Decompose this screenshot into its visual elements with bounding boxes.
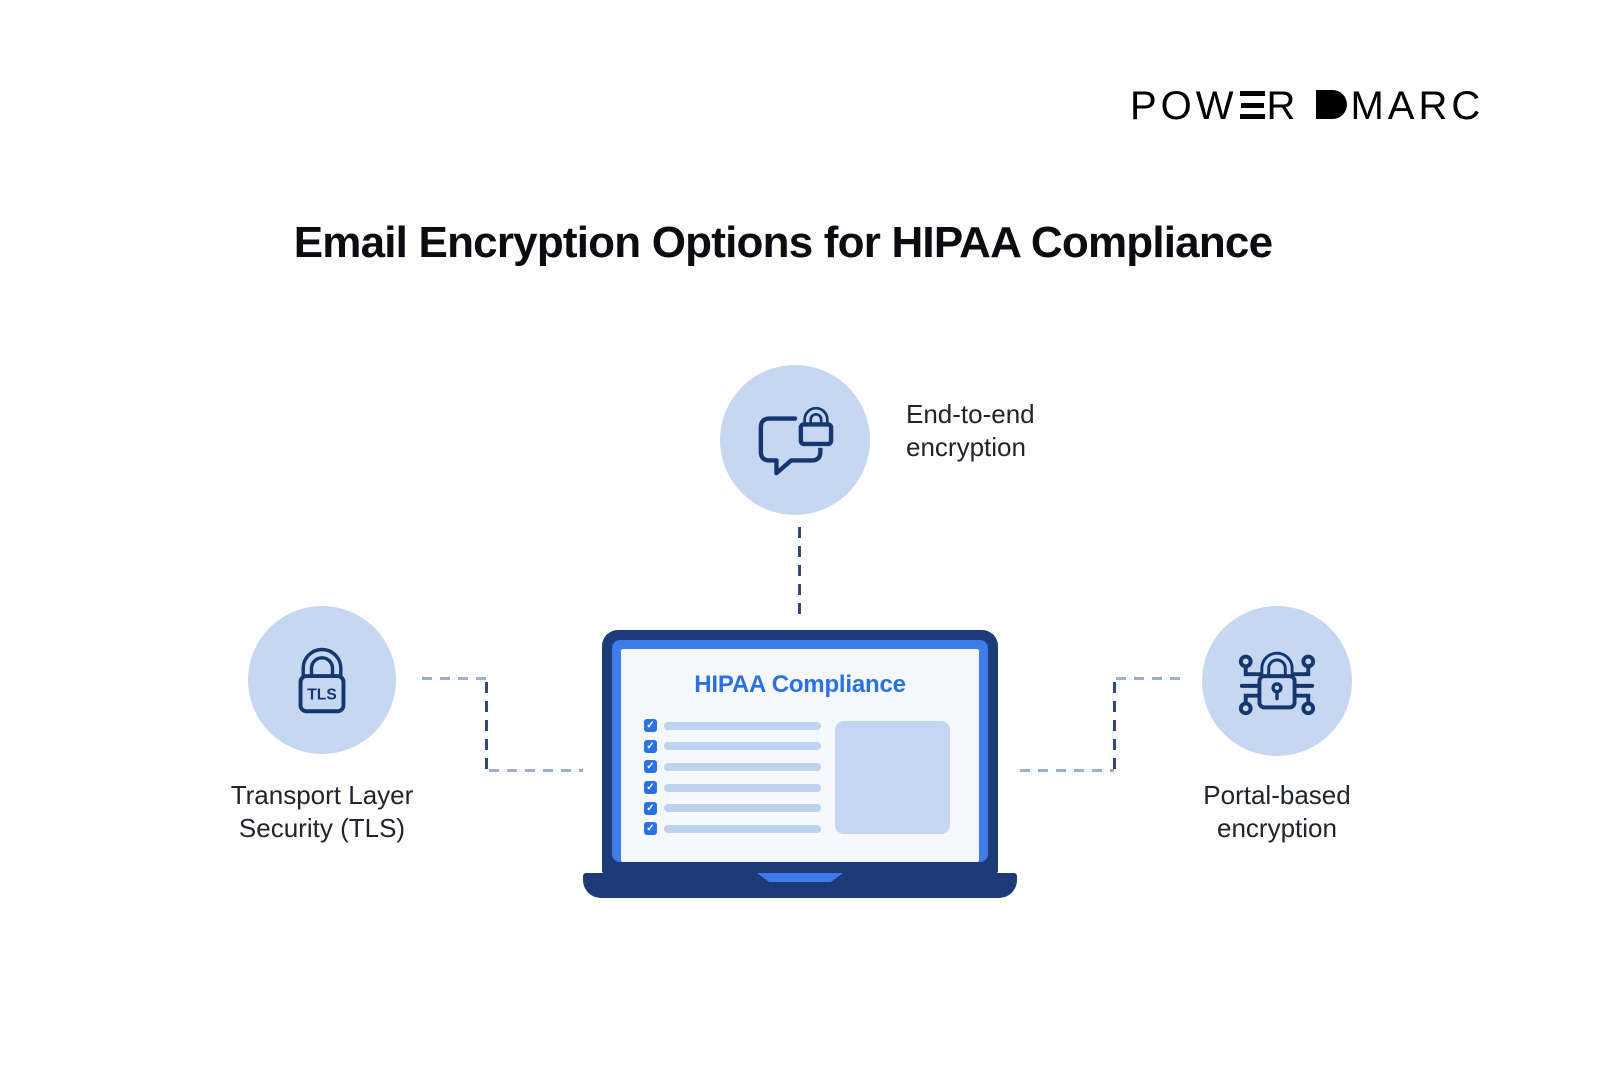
screen-content-panel (835, 721, 950, 834)
connector-right-vertical (1113, 682, 1116, 770)
laptop-screen-title: HIPAA Compliance (694, 671, 906, 698)
tls-lock-label: TLS (307, 686, 337, 704)
connector-left-horizontal-2 (489, 769, 583, 772)
connector-top-vertical (798, 527, 801, 617)
logo-d-glyph-icon (1316, 90, 1347, 119)
checkbox-checked-icon: ✓ (644, 740, 657, 753)
label-tls (172, 779, 472, 845)
node-portal (1202, 606, 1352, 756)
connector-right-horizontal-2 (1020, 769, 1114, 772)
checklist-row (644, 760, 821, 773)
node-tls (248, 606, 396, 754)
label-line: Transport Layer (230, 780, 414, 810)
checkbox-checked-icon: ✓ (644, 822, 657, 835)
connector-left-vertical (485, 682, 488, 770)
checkbox-checked-icon: ✓ (644, 719, 657, 732)
page-title: Email Encryption Options for HIPAA Compliance (293, 218, 1273, 267)
checklist-row (644, 740, 821, 753)
logo-text-pow: POW (1130, 84, 1238, 128)
checkbox-checked-icon: ✓ (644, 760, 657, 773)
circuit-lock-icon (1232, 639, 1322, 723)
checklist-row (644, 802, 821, 815)
checklist-row (644, 719, 821, 732)
checklist-text-bar (664, 804, 821, 812)
label-line: Portal-based (1203, 780, 1351, 810)
tls-lock-icon (281, 639, 363, 721)
checkbox-checked-icon: ✓ (644, 802, 657, 815)
powerdmarc-logo (1130, 84, 1484, 129)
label-line: encryption (1217, 813, 1337, 843)
logo-text-marc: MARC (1350, 84, 1485, 128)
label-line: End-to-end (906, 399, 1035, 429)
checklist-text-bar (664, 825, 821, 833)
label-portal (1127, 779, 1427, 845)
logo-e-glyph-icon (1240, 91, 1265, 119)
checklist (644, 719, 821, 835)
laptop-trackpad-notch (757, 873, 843, 882)
checklist-text-bar (664, 742, 821, 750)
label-end-to-end (906, 398, 1035, 464)
checkbox-checked-icon: ✓ (644, 781, 657, 794)
node-end-to-end (720, 365, 870, 515)
label-line: encryption (906, 432, 1026, 462)
label-line: Security (TLS) (238, 813, 406, 843)
checklist-text-bar (664, 784, 821, 792)
chat-lock-icon (750, 401, 840, 479)
logo-text-r: R (1266, 84, 1300, 128)
checklist-text-bar (664, 722, 821, 730)
connector-right-horizontal-1 (1116, 677, 1182, 680)
checklist-row (644, 822, 821, 835)
checklist-row (644, 781, 821, 794)
connector-left-horizontal-1 (422, 677, 486, 680)
checklist-text-bar (664, 763, 821, 771)
